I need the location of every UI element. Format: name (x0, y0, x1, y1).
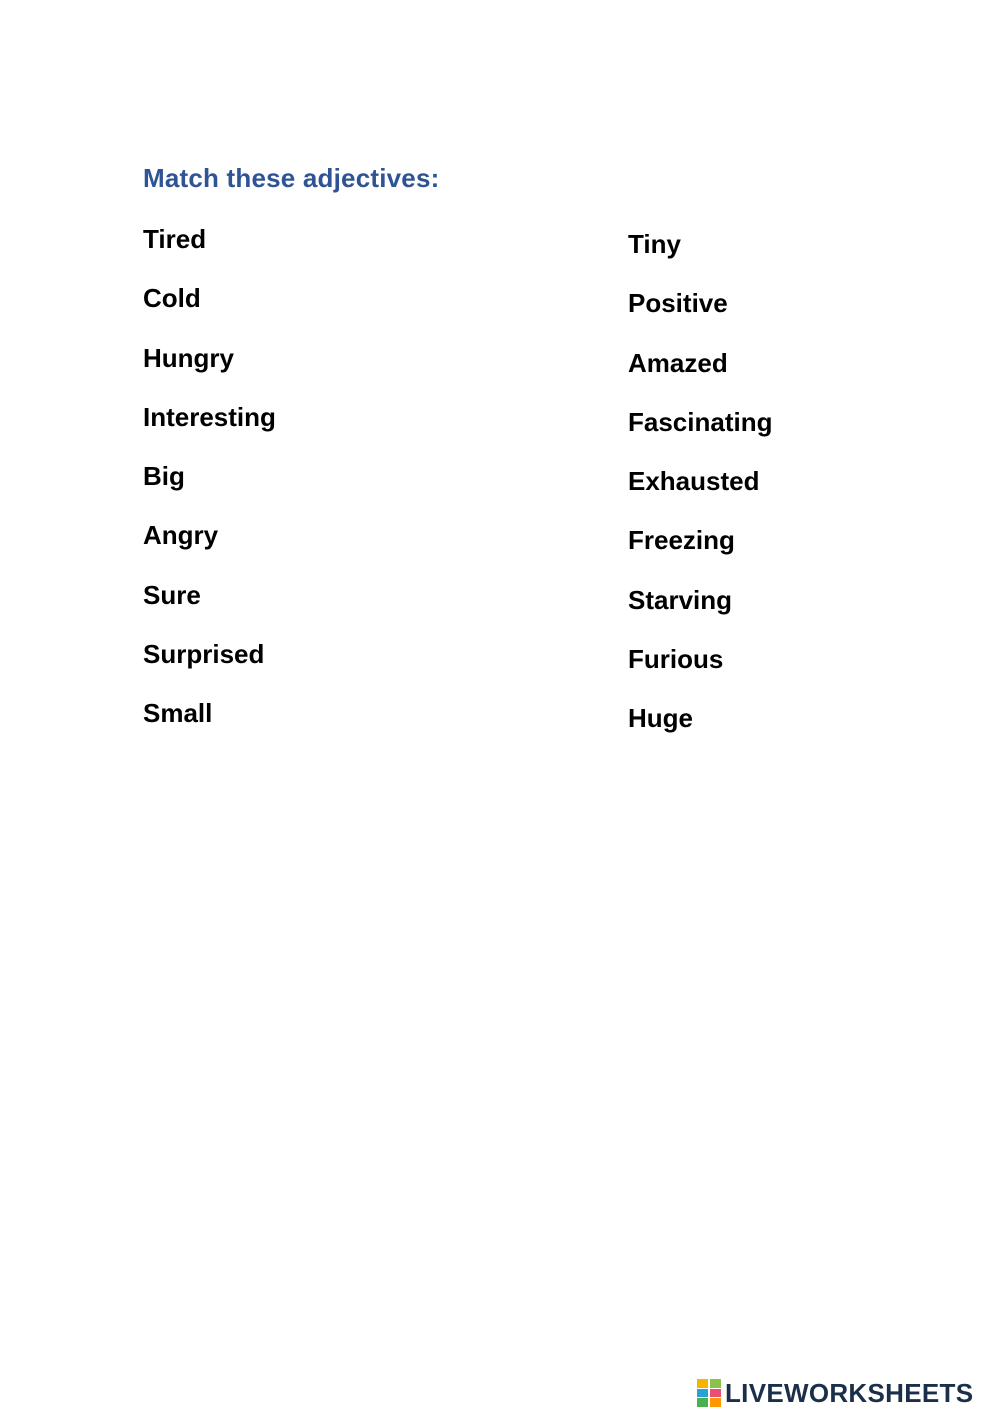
right-word-item: Freezing (628, 525, 735, 556)
right-word-item: Starving (628, 584, 733, 615)
left-word-item: Interesting (143, 401, 276, 432)
left-word-item: Hungry (143, 342, 234, 373)
left-word-item: Angry (143, 520, 219, 551)
right-word-item: Furious (628, 644, 724, 675)
left-word-list (143, 222, 276, 756)
left-word-item: Sure (143, 579, 201, 610)
left-word-item: Surprised (143, 639, 265, 670)
right-word-item: Fascinating (628, 406, 773, 437)
brand-text: LIVEWORKSHEETS (725, 1378, 974, 1408)
right-word-item: Positive (628, 288, 728, 319)
right-word-item: Huge (628, 703, 693, 734)
right-word-item: Tiny (628, 229, 681, 259)
liveworksheets-brand (697, 1378, 973, 1408)
left-word-item: Big (143, 461, 185, 492)
right-word-item: Amazed (628, 347, 728, 378)
left-word-item: Small (143, 698, 213, 729)
liveworksheets-logo-icon (697, 1379, 721, 1407)
left-word-item: Tired (143, 224, 207, 254)
right-word-item: Exhausted (628, 466, 760, 497)
left-word-item: Cold (143, 283, 201, 314)
worksheet-title: Match these adjectives: (143, 163, 440, 193)
right-word-list (628, 227, 772, 761)
